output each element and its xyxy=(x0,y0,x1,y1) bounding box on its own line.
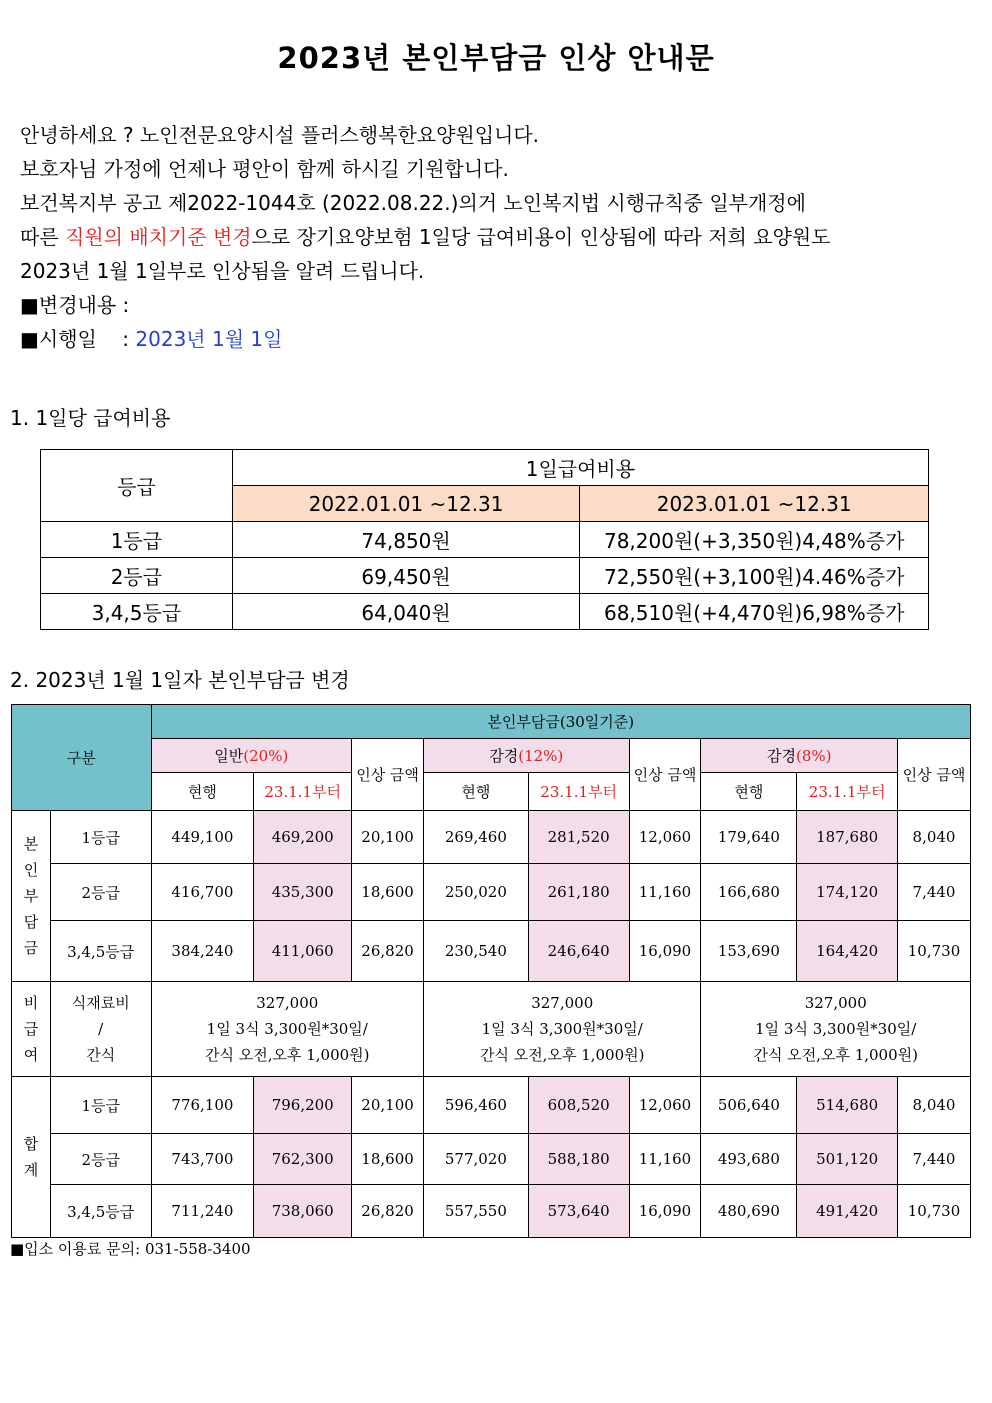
value-cell: 11,160 xyxy=(629,1134,701,1185)
value-cell: 261,180 xyxy=(528,864,629,921)
effective-date-label: ■시행일 : xyxy=(20,327,136,351)
intro-line-3: 보건복지부 공고 제2022-1044호 (2022.08.22.)의거 노인복지법 시행규칙중 일부개정에 xyxy=(20,191,806,215)
meal-label-line: 간식 xyxy=(86,1046,116,1064)
value-cell: 435,300 xyxy=(254,864,352,921)
table-row xyxy=(41,558,929,594)
change-content-label: ■변경내용 : xyxy=(20,293,130,317)
value-cell: 762,300 xyxy=(254,1134,352,1185)
meal-detail: 1일 3식 3,300원*30일/ xyxy=(481,1020,643,1038)
value-cell: 776,100 xyxy=(151,1077,254,1134)
value-cell: 11,160 xyxy=(629,864,701,921)
nonpay-row-label: 비급여 xyxy=(12,982,51,1077)
value-cell: 449,100 xyxy=(151,811,254,864)
value-cell: 153,690 xyxy=(701,921,797,982)
value-cell: 269,460 xyxy=(424,811,529,864)
grade-cell: 2등급 xyxy=(50,864,151,921)
value-cell: 501,120 xyxy=(797,1134,898,1185)
header-from: 23.1.1부터 xyxy=(528,773,629,811)
meal-detail: 1일 3식 3,300원*30일/ xyxy=(755,1020,917,1038)
value-cell: 230,540 xyxy=(424,921,529,982)
grade-cell: 1등급 xyxy=(50,811,151,864)
header-category: 구분 xyxy=(12,705,152,811)
page-title: 2023년 본인부담금 인상 안내문 xyxy=(277,41,715,75)
value-cell: 7,440 xyxy=(898,864,971,921)
total-row-label: 합계 xyxy=(12,1077,51,1238)
value-cell: 491,420 xyxy=(797,1185,898,1238)
table-row xyxy=(12,811,971,864)
table-row xyxy=(12,921,971,982)
value-cell: 281,520 xyxy=(528,811,629,864)
value-cell: 7,440 xyxy=(898,1134,971,1185)
meal-detail: 간식 오전,오후 1,000원) xyxy=(479,1046,645,1064)
value-cell: 166,680 xyxy=(701,864,797,921)
header-reduced-8: 감경(8%) xyxy=(701,739,898,773)
highlight-staffing-change: 직원의 배치기준 변경 xyxy=(65,225,252,249)
header-grade: 등급 xyxy=(41,450,233,522)
table-row xyxy=(41,594,929,630)
header-increase: 인상 금액 xyxy=(898,739,971,811)
daily-cost-table xyxy=(40,449,929,630)
header-general: 일반(20%) xyxy=(151,739,352,773)
intro-line-2: 보호자님 가정에 언제나 평안이 함께 하시길 기원합니다. xyxy=(20,157,509,181)
value-cell: 174,120 xyxy=(797,864,898,921)
value-cell: 557,550 xyxy=(424,1185,529,1238)
meal-label-line: / xyxy=(98,1020,104,1038)
header-from: 23.1.1부터 xyxy=(254,773,352,811)
meal-detail: 간식 오전,오후 1,000원) xyxy=(205,1046,370,1064)
header-period-2023: 2023.01.01 ~12.31 xyxy=(580,486,929,522)
meal-cost-cell xyxy=(701,982,971,1077)
value-cell: 250,020 xyxy=(424,864,529,921)
grade-cell: 3,4,5등급 xyxy=(41,594,233,630)
cost-2023-cell: 68,510원(+4,470원)6,98%증가 xyxy=(580,594,929,630)
value-cell: 18,600 xyxy=(352,864,424,921)
value-cell: 738,060 xyxy=(254,1185,352,1238)
value-cell: 12,060 xyxy=(629,1077,701,1134)
header-increase: 인상 금액 xyxy=(352,739,424,811)
header-period-2022: 2022.01.01 ~12.31 xyxy=(232,486,580,522)
intro-line-4-pre: 따른 xyxy=(20,225,65,249)
meal-label-cell xyxy=(50,982,151,1077)
value-cell: 8,040 xyxy=(898,811,971,864)
value-cell: 588,180 xyxy=(528,1134,629,1185)
header-current: 현행 xyxy=(424,773,529,811)
header-from: 23.1.1부터 xyxy=(797,773,898,811)
value-cell: 20,100 xyxy=(352,1077,424,1134)
table-row xyxy=(12,1077,971,1134)
header-increase: 인상 금액 xyxy=(629,739,701,811)
table-row xyxy=(41,522,929,558)
intro-line-4-post: 으로 장기요양보험 1일당 급여비용이 인상됨에 따라 저희 요양원도 xyxy=(251,225,831,249)
intro-line-1: 안녕하세요 ? 노인전문요양시설 플러스행복한요양원입니다. xyxy=(20,123,540,147)
header-reduced-12: 감경(12%) xyxy=(424,739,630,773)
table-row xyxy=(12,982,971,1077)
header-copay-30days: 본인부담금(30일기준) xyxy=(151,705,970,739)
value-cell: 246,640 xyxy=(528,921,629,982)
value-cell: 493,680 xyxy=(701,1134,797,1185)
meal-detail: 간식 오전,오후 1,000원) xyxy=(753,1046,918,1064)
value-cell: 596,460 xyxy=(424,1077,529,1134)
value-cell: 711,240 xyxy=(151,1185,254,1238)
meal-label-line: 식재료비 xyxy=(71,994,130,1012)
intro-line-5: 2023년 1월 1일부로 인상됨을 알려 드립니다. xyxy=(20,259,425,283)
copay-row-label: 본인부담금 xyxy=(12,811,51,982)
value-cell: 573,640 xyxy=(528,1185,629,1238)
section-1-heading: 1. 1일당 급여비용 xyxy=(10,406,171,430)
effective-date-value: 2023년 1월 1일 xyxy=(135,327,283,351)
cost-2022-cell: 69,450원 xyxy=(232,558,580,594)
value-cell: 384,240 xyxy=(151,921,254,982)
section-2-heading: 2. 2023년 1월 1일자 본인부담금 변경 xyxy=(10,668,350,692)
value-cell: 8,040 xyxy=(898,1077,971,1134)
table-row xyxy=(12,864,971,921)
meal-amount: 327,000 xyxy=(256,994,319,1012)
table-row xyxy=(12,1185,971,1238)
value-cell: 179,640 xyxy=(701,811,797,864)
value-cell: 20,100 xyxy=(352,811,424,864)
value-cell: 164,420 xyxy=(797,921,898,982)
value-cell: 10,730 xyxy=(898,1185,971,1238)
grade-cell: 3,4,5등급 xyxy=(50,1185,151,1238)
value-cell: 514,680 xyxy=(797,1077,898,1134)
intro-line-4 xyxy=(20,220,830,254)
value-cell: 18,600 xyxy=(352,1134,424,1185)
grade-cell: 1등급 xyxy=(50,1077,151,1134)
value-cell: 469,200 xyxy=(254,811,352,864)
value-cell: 12,060 xyxy=(629,811,701,864)
meal-cost-cell xyxy=(151,982,423,1077)
value-cell: 26,820 xyxy=(352,921,424,982)
value-cell: 743,700 xyxy=(151,1134,254,1185)
grade-cell: 2등급 xyxy=(50,1134,151,1185)
value-cell: 796,200 xyxy=(254,1077,352,1134)
header-daily-cost: 1일급여비용 xyxy=(232,450,928,486)
contact-footer: ■입소 이용료 문의: 031-558-3400 xyxy=(10,1240,251,1258)
value-cell: 577,020 xyxy=(424,1134,529,1185)
header-current: 현행 xyxy=(701,773,797,811)
value-cell: 608,520 xyxy=(528,1077,629,1134)
cost-2022-cell: 64,040원 xyxy=(232,594,580,630)
table-row xyxy=(12,1134,971,1185)
value-cell: 10,730 xyxy=(898,921,971,982)
value-cell: 16,090 xyxy=(629,921,701,982)
grade-cell: 3,4,5등급 xyxy=(50,921,151,982)
meal-detail: 1일 3식 3,300원*30일/ xyxy=(206,1020,368,1038)
cost-2023-cell: 78,200원(+3,350원)4,48%증가 xyxy=(580,522,929,558)
value-cell: 416,700 xyxy=(151,864,254,921)
cost-2022-cell: 74,850원 xyxy=(232,522,580,558)
value-cell: 480,690 xyxy=(701,1185,797,1238)
meal-amount: 327,000 xyxy=(804,994,867,1012)
meal-amount: 327,000 xyxy=(531,994,594,1012)
grade-cell: 2등급 xyxy=(41,558,233,594)
value-cell: 411,060 xyxy=(254,921,352,982)
value-cell: 26,820 xyxy=(352,1185,424,1238)
header-current: 현행 xyxy=(151,773,254,811)
value-cell: 16,090 xyxy=(629,1185,701,1238)
meal-cost-cell xyxy=(424,982,701,1077)
cost-2023-cell: 72,550원(+3,100원)4.46%증가 xyxy=(580,558,929,594)
value-cell: 506,640 xyxy=(701,1077,797,1134)
grade-cell: 1등급 xyxy=(41,522,233,558)
effective-date-line xyxy=(20,322,830,356)
intro-paragraph xyxy=(20,118,830,356)
copay-table xyxy=(11,704,971,1238)
value-cell: 187,680 xyxy=(797,811,898,864)
